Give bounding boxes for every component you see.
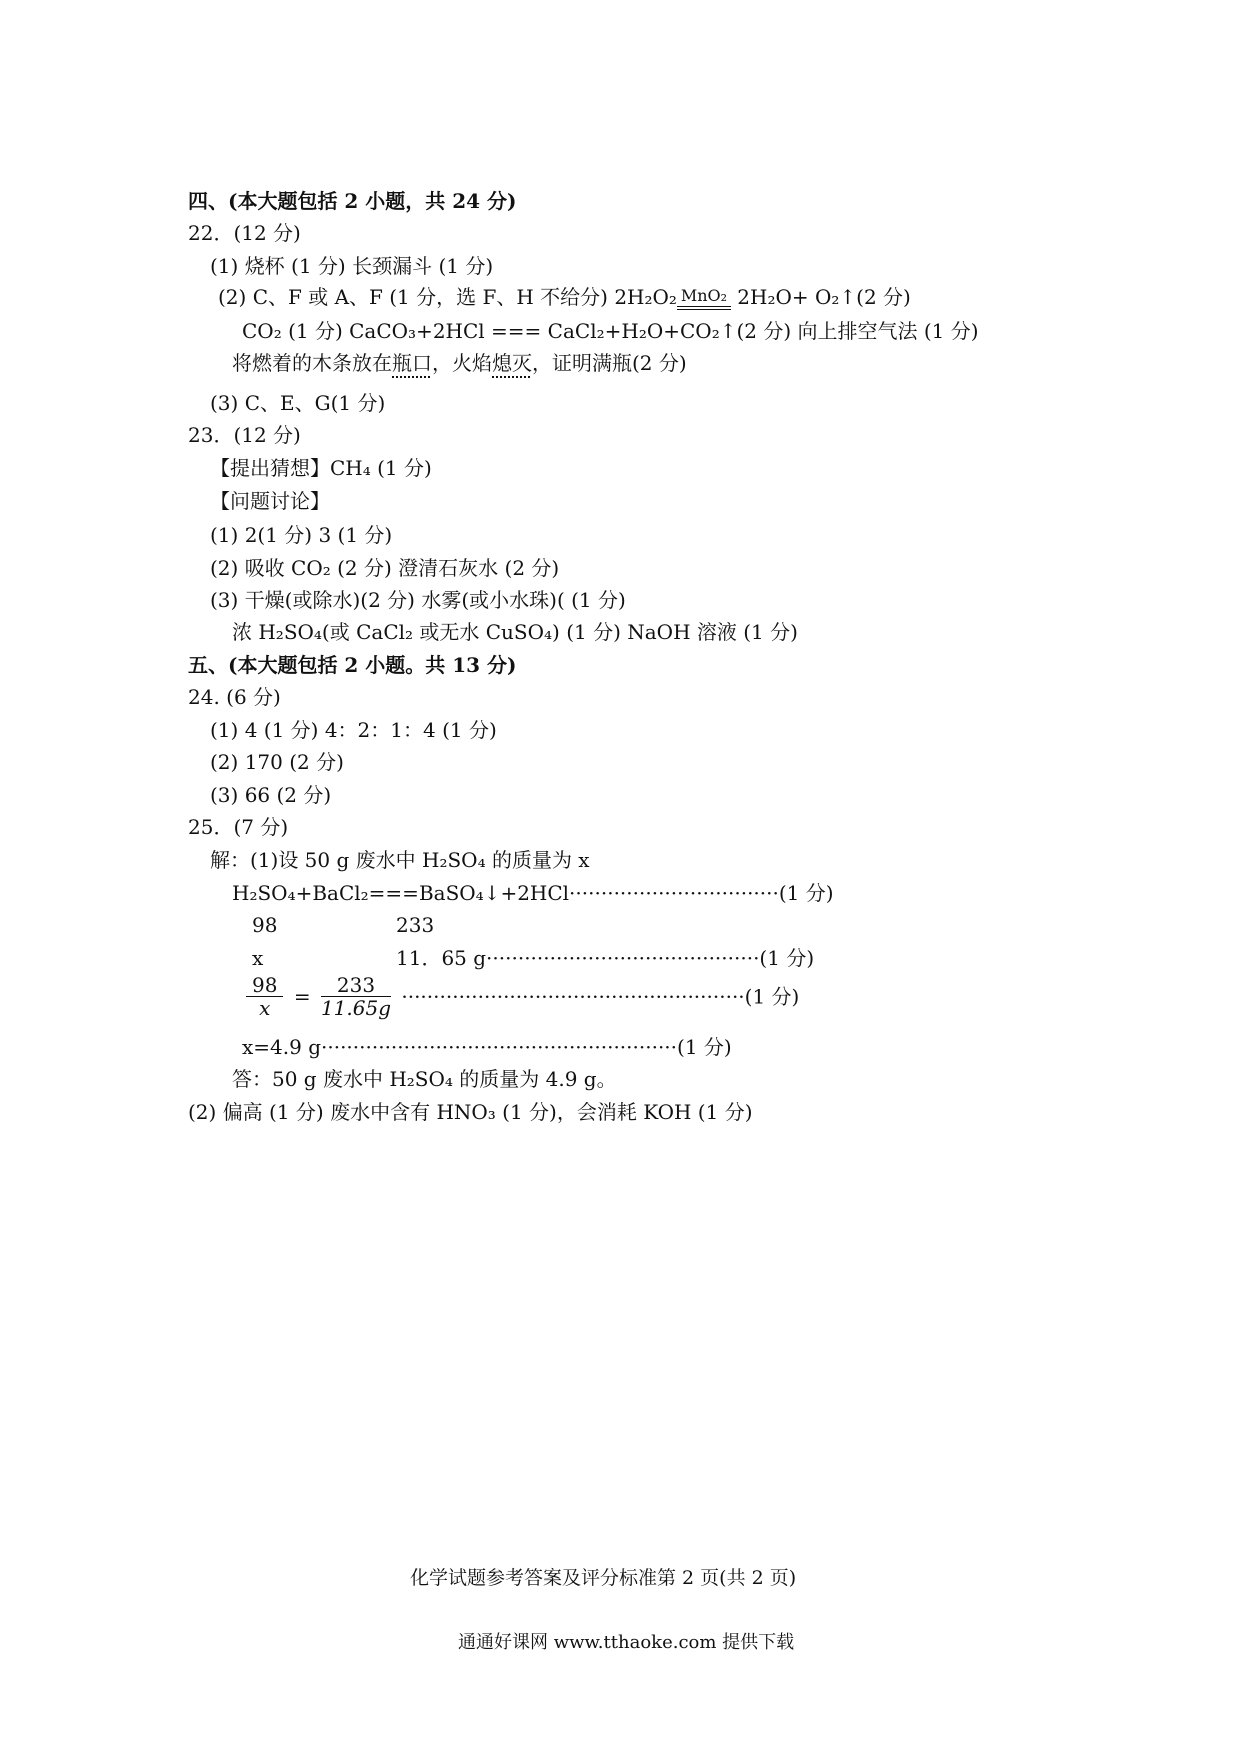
q22-line-5: (3) C、E、G(1 分): [210, 391, 386, 415]
q25-line-4b: 11．65 g···········································(1 分): [396, 946, 815, 970]
catalyst-arrow: [677, 285, 731, 310]
fraction-right: [321, 974, 391, 1019]
q23-line-5: (3) 干燥(或除水)(2 分) 水雾(或小水珠)( (1 分): [210, 588, 626, 612]
q25-line-3b: 233: [396, 913, 435, 937]
q22-header: 22．(12 分): [188, 221, 301, 245]
q22-line-2: [218, 284, 911, 310]
q23-line-6: 浓 H₂SO₄(或 CaCl₂ 或无水 CuSO₄) (1 分) NaOH 溶液 (1 分): [232, 620, 798, 644]
source-footer: 通通好课网 www.tthaoke.com 提供下载: [458, 1632, 795, 1653]
q25-line-3a: 98: [252, 913, 278, 937]
q23-header: 23．(12 分): [188, 423, 301, 447]
fraction-right-denominator: 11.65g: [320, 996, 391, 1020]
q23-line-4: (2) 吸收 CO₂ (2 分) 澄清石灰水 (2 分): [210, 556, 560, 580]
q22-line-4-c: ，火焰: [432, 351, 492, 375]
q25-header: 25．(7 分): [188, 815, 289, 839]
q24-line-3: (3) 66 (2 分): [210, 783, 332, 807]
q25-line-7: 答：50 g 废水中 H₂SO₄ 的质量为 4.9 g。: [232, 1067, 617, 1091]
fraction-left-numerator: 98: [246, 974, 283, 997]
emphasis-extinguish: 熄灭: [492, 351, 532, 375]
q22-line-3: CO₂ (1 分) CaCO₃+2HCl === CaCl₂+H₂O+CO₂↑(2 分) 向上排空气法 (1 分): [242, 319, 979, 343]
q25-line-6: x=4.9 g························································(1 分): [242, 1035, 732, 1059]
q25-line-1: 解：(1)设 50 g 废水中 H₂SO₄ 的质量为 x: [210, 848, 590, 872]
q24-line-2: (2) 170 (2 分): [210, 750, 344, 774]
section-four-heading: 四、(本大题包括 2 小题，共 24 分): [188, 189, 517, 213]
q25-line-5-tail: ······················································(1 分): [401, 984, 800, 1009]
catalyst-label: MnO₂: [680, 285, 728, 305]
q22-line-2-part-b: 2H₂O+ O₂↑(2 分): [730, 285, 911, 309]
q22-line-4-e: ，证明满瓶(2 分): [532, 351, 687, 375]
equals-sign: =: [293, 984, 311, 1009]
q22-line-1: (1) 烧杯 (1 分) 长颈漏斗 (1 分): [210, 254, 494, 278]
fraction-left-denominator: x: [259, 996, 271, 1020]
q25-line-8: (2) 偏高 (1 分) 废水中含有 HNO₃ (1 分)，会消耗 KOH (1 分): [188, 1100, 753, 1124]
q24-header: 24. (6 分): [188, 685, 281, 709]
q25-proportion: [242, 974, 799, 1019]
page-footer: 化学试题参考答案及评分标准第 2 页(共 2 页): [410, 1567, 797, 1589]
q22-line-4: [232, 350, 687, 376]
section-five-heading: 五、(本大题包括 2 小题。共 13 分): [188, 653, 517, 677]
q25-line-4a: x: [252, 946, 264, 970]
q23-line-2: 【问题讨论】: [210, 489, 330, 513]
q22-line-2-part-a: (2) C、F 或 A、F (1 分，选 F、H 不给分) 2H₂O₂: [218, 285, 677, 309]
fraction-left: [246, 974, 283, 1019]
q24-line-1: (1) 4 (1 分) 4：2：1：4 (1 分): [210, 718, 497, 742]
emphasis-bottle-mouth: 瓶口: [392, 351, 432, 375]
q23-line-3: (1) 2(1 分) 3 (1 分): [210, 523, 393, 547]
q22-line-4-a: 将燃着的木条放在: [232, 351, 392, 375]
q23-line-1: 【提出猜想】CH₄ (1 分): [210, 456, 432, 480]
equals-bar: [677, 306, 731, 310]
q25-line-2: H₂SO₄+BaCl₂===BaSO₄↓+2HCl·································(1 分): [232, 881, 834, 905]
fraction-right-numerator: 233: [321, 974, 391, 997]
